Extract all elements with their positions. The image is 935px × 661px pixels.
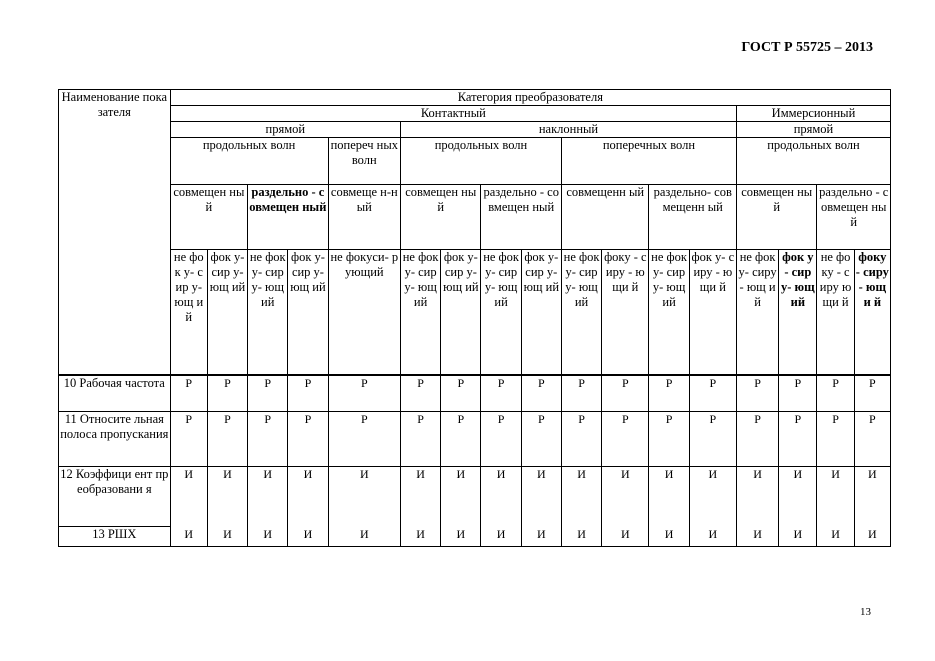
value-cell: Р bbox=[521, 412, 561, 467]
value-cell: И bbox=[854, 527, 890, 547]
value-cell: Р bbox=[248, 375, 288, 412]
focus-header: не фок у- сир у- ющ ий bbox=[248, 250, 288, 375]
value-cell: И bbox=[401, 467, 441, 527]
value-cell: Р bbox=[481, 412, 521, 467]
table-row bbox=[59, 467, 891, 527]
value-cell: Р bbox=[817, 412, 854, 467]
parameter-label: 13 РШХ bbox=[59, 527, 171, 547]
focus-header: не фок у- сиру - ющ ий bbox=[736, 250, 778, 375]
value-cell: Р bbox=[561, 375, 601, 412]
focus-header: фок у- сир у- ющ ий bbox=[521, 250, 561, 375]
value-cell: Р bbox=[602, 375, 649, 412]
value-cell: И bbox=[779, 527, 817, 547]
focus-header: не фок у- сир у- ющ ий bbox=[649, 250, 689, 375]
value-cell: И bbox=[441, 527, 481, 547]
focus-header: фок у- сир у- ющ ий bbox=[207, 250, 247, 375]
parameter-label: 10 Рабочая частота bbox=[59, 375, 171, 412]
combined-header: совмещен ный bbox=[401, 185, 481, 250]
value-cell: И bbox=[328, 527, 400, 547]
combined-header: совмещенн ый bbox=[561, 185, 649, 250]
focus-header: не фокуси- рующий bbox=[328, 250, 400, 375]
direct-immersion-header: прямой bbox=[736, 122, 890, 138]
value-cell: И bbox=[170, 467, 207, 527]
focus-header: не фок у- сир у- ющ ий bbox=[561, 250, 601, 375]
longitudinal-waves-header: продольных волн bbox=[170, 138, 328, 185]
value-cell: Р bbox=[441, 375, 481, 412]
separate-combined-header: раздельно- совмещенн ый bbox=[649, 185, 737, 250]
value-cell: Р bbox=[854, 412, 890, 467]
value-cell: Р bbox=[779, 412, 817, 467]
value-cell: Р bbox=[689, 375, 736, 412]
value-cell: Р bbox=[521, 375, 561, 412]
value-cell: И bbox=[779, 467, 817, 527]
value-cell: Р bbox=[288, 412, 328, 467]
value-cell: Р bbox=[481, 375, 521, 412]
parameter-label: 12 Коэффици ент преобразовани я bbox=[59, 467, 171, 527]
value-cell: Р bbox=[170, 412, 207, 467]
value-cell: И bbox=[649, 467, 689, 527]
value-cell: И bbox=[649, 527, 689, 547]
value-cell: И bbox=[248, 467, 288, 527]
value-cell: И bbox=[441, 467, 481, 527]
table-row bbox=[59, 412, 891, 467]
focus-header: не фок у- сир у- ющ ий bbox=[170, 250, 207, 375]
value-cell: Р bbox=[689, 412, 736, 467]
value-cell: Р bbox=[779, 375, 817, 412]
value-cell: Р bbox=[649, 375, 689, 412]
value-cell: И bbox=[736, 527, 778, 547]
longitudinal-waves-header: продольных волн bbox=[401, 138, 562, 185]
value-cell: Р bbox=[328, 375, 400, 412]
value-cell: Р bbox=[602, 412, 649, 467]
inclined-header: наклонный bbox=[401, 122, 737, 138]
value-cell: И bbox=[736, 467, 778, 527]
characteristics-table bbox=[58, 89, 891, 547]
separate-combined-header: раздельно - совмещен ный bbox=[817, 185, 891, 250]
table-row bbox=[59, 375, 891, 412]
value-cell: Р bbox=[854, 375, 890, 412]
separate-combined-header: раздельно - совмещен ный bbox=[248, 185, 328, 250]
focus-header: фок у- сир у- ющ ий bbox=[779, 250, 817, 375]
focus-header: фок у- сир у- ющ ий bbox=[288, 250, 328, 375]
separate-combined-header: раздельно - совмещен ный bbox=[481, 185, 561, 250]
col-header-parameter: Наименование показателя bbox=[59, 90, 171, 375]
direct-header: прямой bbox=[170, 122, 400, 138]
value-cell: Р bbox=[441, 412, 481, 467]
focus-header: не фок у- сир у- ющ ий bbox=[401, 250, 441, 375]
parameter-label: 11 Относите льная полоса пропускания bbox=[59, 412, 171, 467]
focus-header: фоку - сиру- ющи й bbox=[854, 250, 890, 375]
value-cell: Р bbox=[736, 412, 778, 467]
value-cell: И bbox=[602, 527, 649, 547]
combined-header: совмещен ный bbox=[736, 185, 816, 250]
value-cell: Р bbox=[401, 412, 441, 467]
transverse-waves-header: поперечных волн bbox=[561, 138, 736, 185]
immersion-header: Иммерсионный bbox=[736, 106, 890, 122]
value-cell: Р bbox=[401, 375, 441, 412]
focus-header: не фок у- сир у- ющ ий bbox=[481, 250, 521, 375]
focus-header: фок у- сир у- ющ ий bbox=[441, 250, 481, 375]
focus-header: фок у- сиру - ющи й bbox=[689, 250, 736, 375]
value-cell: И bbox=[288, 527, 328, 547]
value-cell: И bbox=[602, 467, 649, 527]
table-row bbox=[59, 527, 891, 547]
contact-header: Контактный bbox=[170, 106, 736, 122]
value-cell: И bbox=[248, 527, 288, 547]
longitudinal-waves-header: продольных волн bbox=[736, 138, 890, 185]
focus-header: фоку - сиру - ющи й bbox=[602, 250, 649, 375]
value-cell: Р bbox=[170, 375, 207, 412]
value-cell: И bbox=[207, 467, 247, 527]
value-cell: И bbox=[561, 527, 601, 547]
value-cell: И bbox=[689, 527, 736, 547]
focus-header: не фоку - сиру ющи й bbox=[817, 250, 854, 375]
value-cell: И bbox=[817, 467, 854, 527]
value-cell: И bbox=[170, 527, 207, 547]
value-cell: И bbox=[481, 467, 521, 527]
value-cell: Р bbox=[207, 412, 247, 467]
value-cell: И bbox=[521, 467, 561, 527]
category-header: Категория преобразователя bbox=[170, 90, 890, 106]
value-cell: И bbox=[521, 527, 561, 547]
value-cell: И bbox=[401, 527, 441, 547]
value-cell: Р bbox=[649, 412, 689, 467]
page-number: 13 bbox=[860, 606, 871, 618]
value-cell: Р bbox=[328, 412, 400, 467]
value-cell: Р bbox=[736, 375, 778, 412]
value-cell: И bbox=[817, 527, 854, 547]
value-cell: Р bbox=[288, 375, 328, 412]
standard-header: ГОСТ Р 55725 – 2013 bbox=[741, 40, 873, 55]
value-cell: И bbox=[288, 467, 328, 527]
value-cell: И bbox=[207, 527, 247, 547]
combined-header: совмеще н-ный bbox=[328, 185, 400, 250]
value-cell: Р bbox=[817, 375, 854, 412]
value-cell: И bbox=[561, 467, 601, 527]
value-cell: Р bbox=[561, 412, 601, 467]
combined-header: совмещен ный bbox=[170, 185, 247, 250]
transverse-waves-header: попереч ных волн bbox=[328, 138, 400, 185]
value-cell: И bbox=[481, 527, 521, 547]
value-cell: Р bbox=[248, 412, 288, 467]
value-cell: И bbox=[854, 467, 890, 527]
value-cell: Р bbox=[207, 375, 247, 412]
value-cell: И bbox=[689, 467, 736, 527]
value-cell: И bbox=[328, 467, 400, 527]
